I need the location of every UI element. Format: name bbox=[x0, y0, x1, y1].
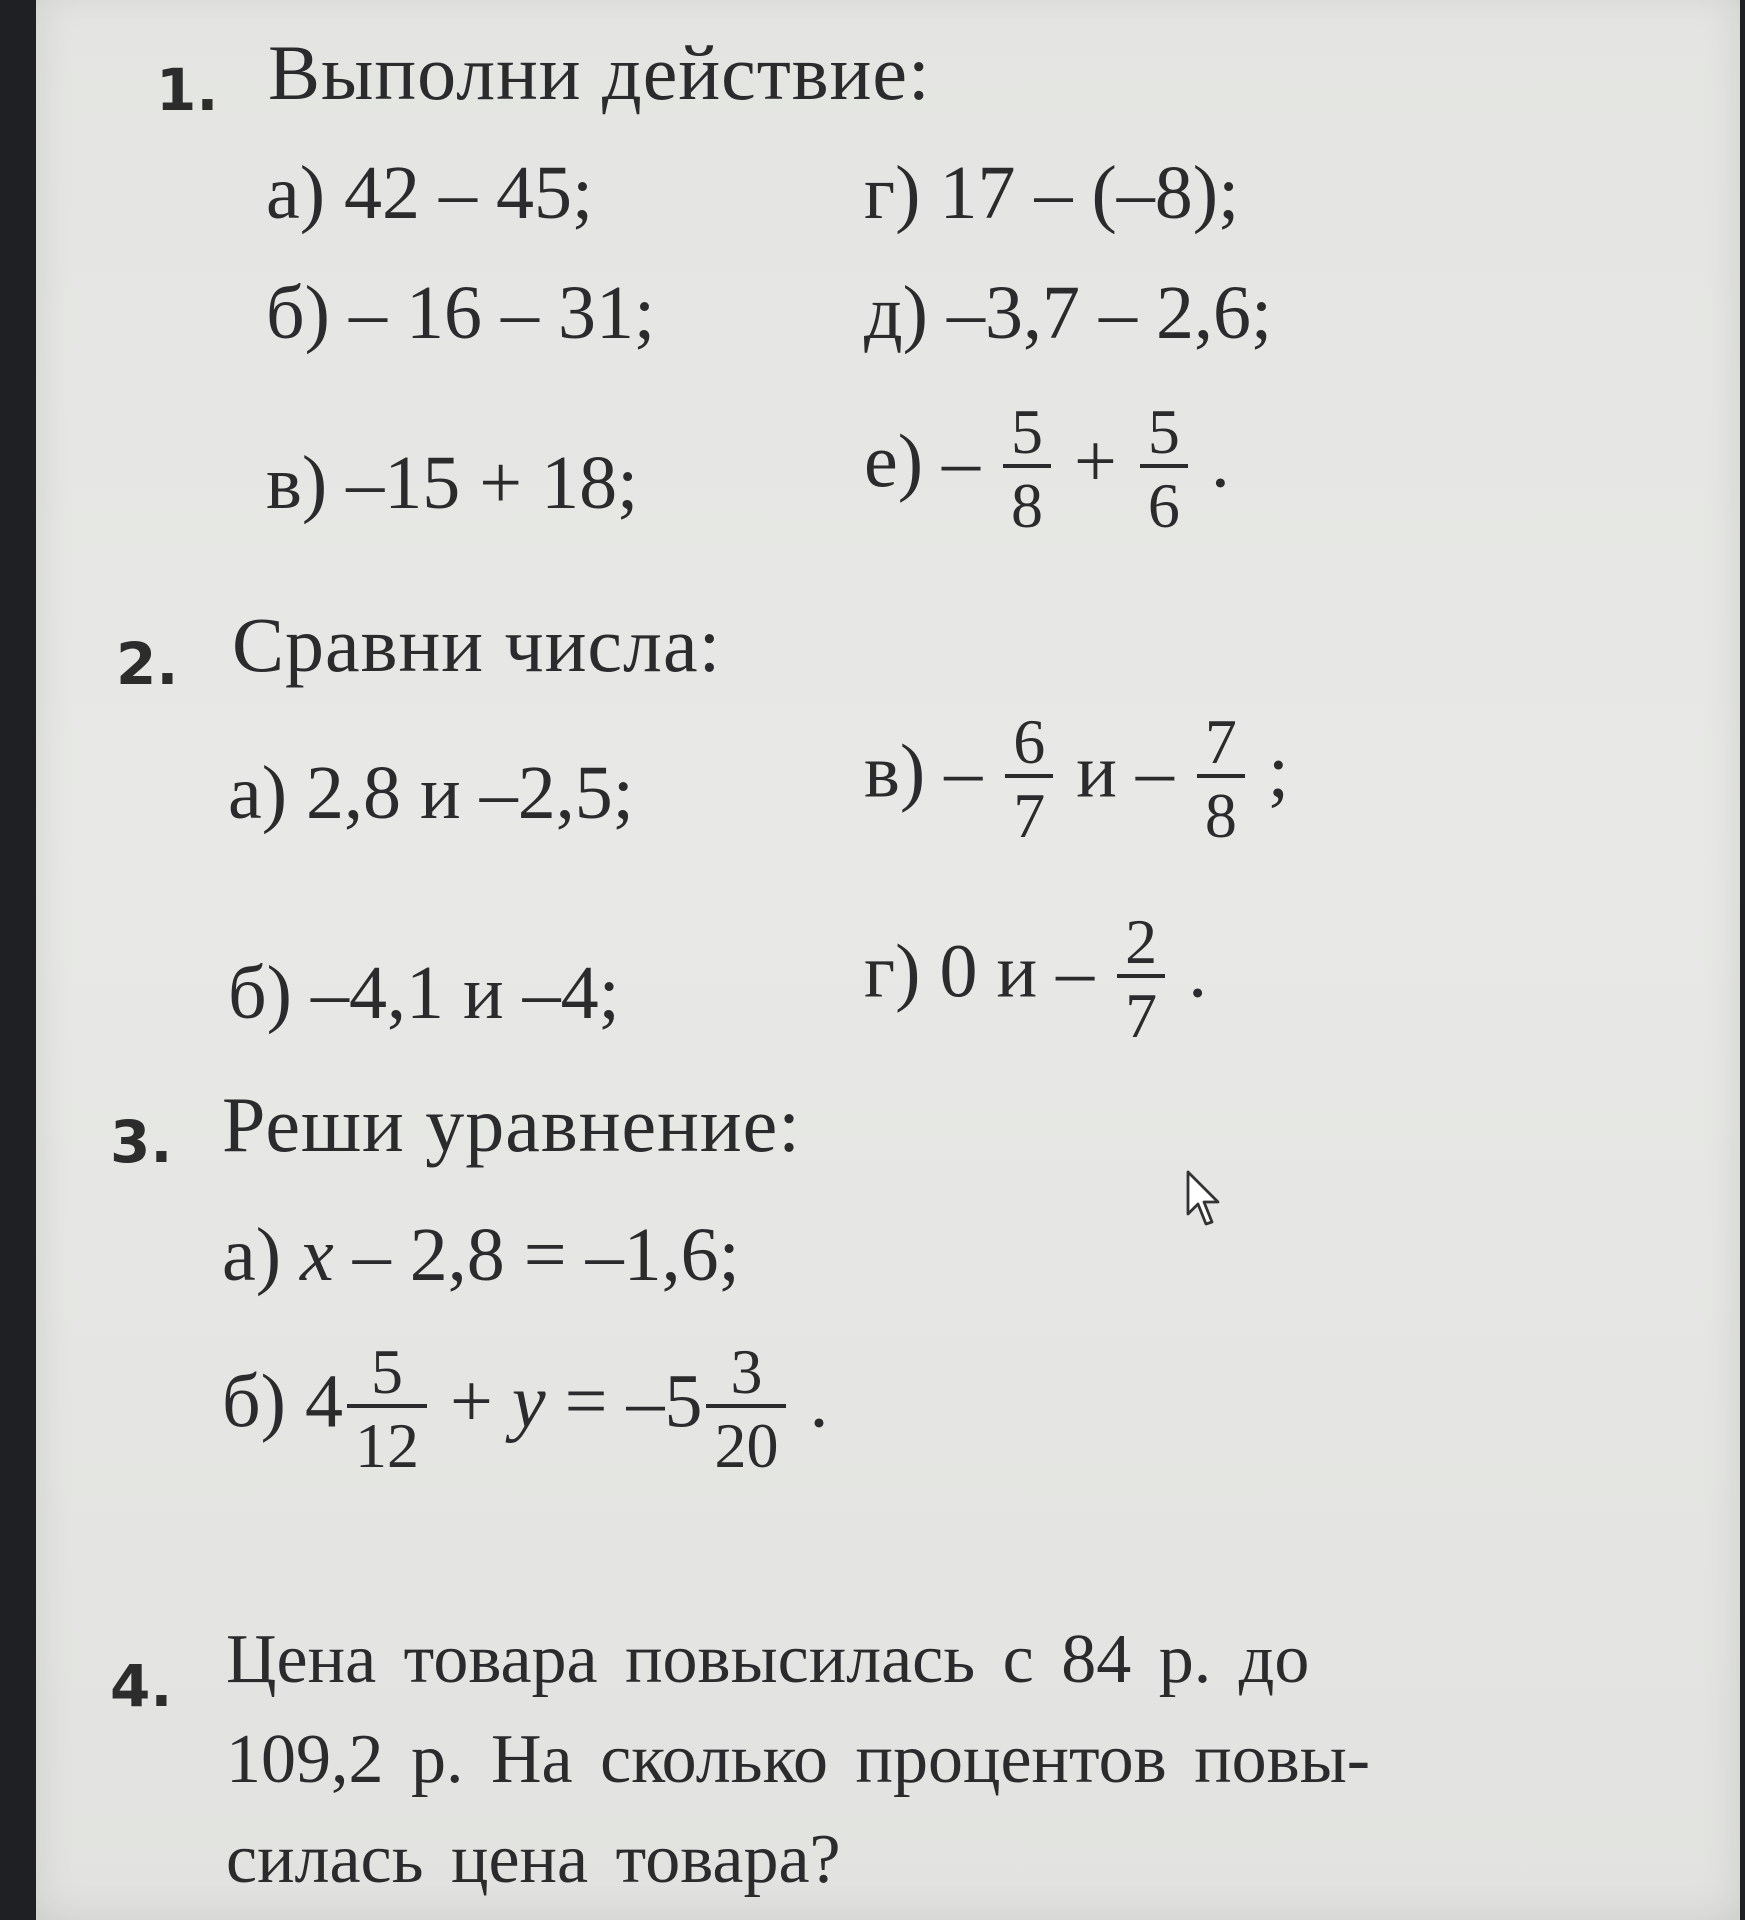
fraction bbox=[1197, 706, 1245, 851]
item-label: б) bbox=[222, 1359, 286, 1444]
task-1-heading: Выполни действие: bbox=[268, 29, 931, 116]
denominator: 12 bbox=[347, 1404, 427, 1478]
item-expression: 17 – (–8); bbox=[939, 151, 1240, 235]
fraction bbox=[706, 1336, 786, 1481]
fraction bbox=[1005, 706, 1053, 851]
item-expression: 2,8 и –2,5; bbox=[306, 751, 634, 835]
numerator: 5 bbox=[370, 1336, 403, 1407]
task-1-item-a bbox=[266, 150, 593, 237]
task-2-item-b bbox=[228, 950, 620, 1037]
task-4-line-3: силась цена товара? bbox=[226, 1821, 841, 1898]
end-punct: ; bbox=[1267, 729, 1289, 814]
task-2-item-a bbox=[228, 750, 634, 837]
numerator: 5 bbox=[1011, 396, 1044, 467]
end-punct: . bbox=[809, 1359, 829, 1444]
numerator: 7 bbox=[1204, 706, 1237, 777]
numerator: 6 bbox=[1013, 706, 1046, 777]
task-2-item-v bbox=[864, 706, 1289, 851]
task-1-item-e bbox=[864, 396, 1230, 541]
fraction bbox=[1140, 396, 1188, 541]
task-3-number: 3. bbox=[110, 1108, 173, 1176]
denominator: 7 bbox=[1005, 774, 1053, 848]
operator: = –5 bbox=[564, 1359, 703, 1444]
item-label: в) bbox=[864, 729, 926, 814]
item-label: в) bbox=[266, 441, 328, 525]
prefix: 0 и – bbox=[939, 929, 1095, 1014]
task-1-item-b bbox=[266, 270, 655, 357]
item-expression: – 16 – 31; bbox=[348, 271, 656, 355]
task-1-item-v bbox=[266, 440, 638, 527]
variable: x bbox=[300, 1213, 334, 1297]
numerator: 3 bbox=[730, 1336, 763, 1407]
task-1-item-d bbox=[864, 270, 1272, 357]
operator: + bbox=[449, 1359, 493, 1444]
whole-part: 4 bbox=[304, 1359, 343, 1444]
denominator: 7 bbox=[1117, 974, 1165, 1048]
denominator: 8 bbox=[1003, 464, 1051, 538]
item-expression: –15 + 18; bbox=[346, 441, 639, 525]
task-1-item-g bbox=[864, 150, 1239, 237]
mouse-pointer-icon bbox=[1186, 1170, 1230, 1230]
item-expression: –4,1 и –4; bbox=[310, 951, 620, 1035]
denominator: 20 bbox=[706, 1404, 786, 1478]
item-label: е) bbox=[864, 419, 924, 504]
worksheet-page bbox=[36, 0, 1740, 1920]
item-expression: –3,7 – 2,6; bbox=[946, 271, 1273, 355]
item-label: д) bbox=[864, 271, 928, 355]
item-label: а) bbox=[266, 151, 326, 235]
denominator: 8 bbox=[1197, 774, 1245, 848]
item-expression: – 2,8 = –1,6; bbox=[352, 1213, 740, 1297]
denominator: 6 bbox=[1140, 464, 1188, 538]
operator: + bbox=[1074, 419, 1117, 504]
task-4-line-1: Цена товара повысилась с 84 р. до bbox=[226, 1621, 1310, 1698]
task-3-item-b bbox=[222, 1336, 829, 1481]
variable: y bbox=[511, 1359, 546, 1444]
minus-sign: – bbox=[944, 729, 983, 814]
task-3-heading: Реши уравнение: bbox=[222, 1081, 801, 1168]
fraction bbox=[1117, 906, 1165, 1051]
item-label: а) bbox=[222, 1213, 282, 1297]
task-2-heading: Сравни числа: bbox=[232, 601, 722, 688]
task-3-item-a bbox=[222, 1212, 740, 1299]
fraction bbox=[1003, 396, 1051, 541]
task-2-number: 2. bbox=[116, 630, 179, 698]
numerator: 2 bbox=[1125, 906, 1158, 977]
end-punct: . bbox=[1188, 929, 1208, 1014]
task-4-number: 4. bbox=[110, 1652, 173, 1720]
item-label: б) bbox=[228, 951, 292, 1035]
item-label: а) bbox=[228, 751, 288, 835]
task-2-item-g bbox=[864, 906, 1208, 1051]
item-label: г) bbox=[864, 151, 921, 235]
operator: и – bbox=[1076, 729, 1174, 814]
fraction bbox=[347, 1336, 427, 1481]
item-label: г) bbox=[864, 929, 921, 1014]
item-label: б) bbox=[266, 271, 330, 355]
minus-sign: – bbox=[942, 419, 981, 504]
task-4-line-2: 109,2 р. На сколько процентов повы- bbox=[226, 1721, 1371, 1798]
end-punct: . bbox=[1210, 419, 1230, 504]
task-1-number: 1. bbox=[156, 56, 219, 124]
numerator: 5 bbox=[1147, 396, 1180, 467]
item-expression: 42 – 45; bbox=[344, 151, 594, 235]
